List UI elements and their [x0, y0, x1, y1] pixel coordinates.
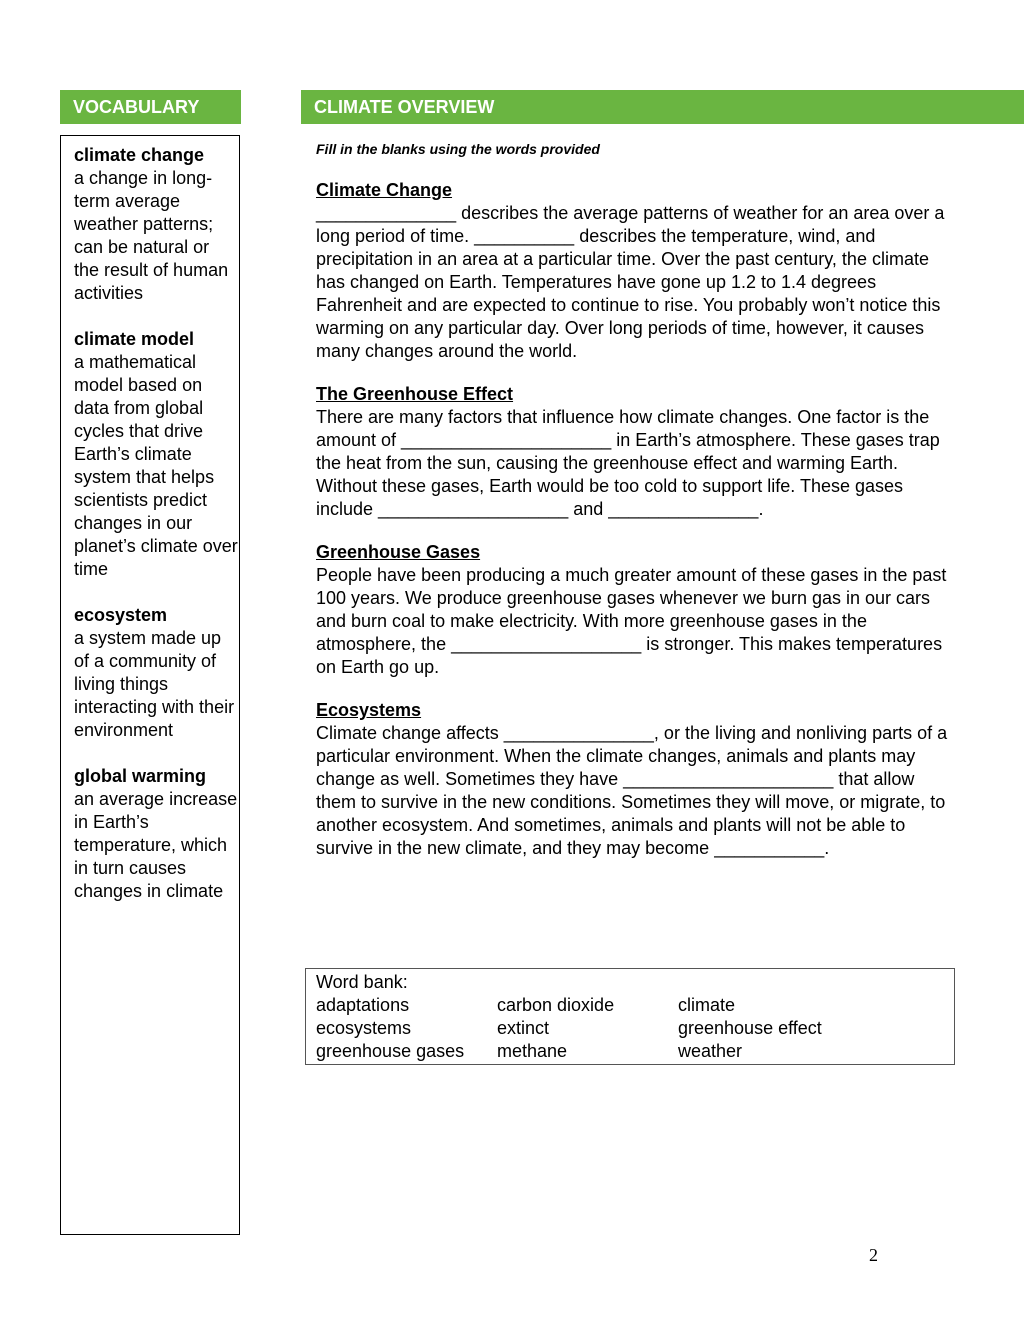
vocab-term: climate change	[74, 145, 205, 165]
word-bank-grid	[316, 994, 954, 1063]
word-bank-word: greenhouse effect	[678, 1018, 822, 1038]
section-title: Ecosystems	[316, 700, 422, 720]
word-bank-word: climate	[678, 995, 736, 1015]
instructions: Fill in the blanks using the words provided	[316, 141, 600, 157]
word-bank-word: greenhouse gases	[316, 1041, 465, 1061]
vocab-entry	[74, 765, 239, 903]
section-title: Climate Change	[316, 180, 453, 200]
section-text: People have been producing a much greater amount of these gases in the past 100 years. We produce greenhouse gases whenever we burn gas in our cars and burn coal to make electricity. With more greenhouse gases in the atmosphere, the ___________________ is stronger. This makes temperatures on Earth go up.	[316, 565, 947, 677]
overview-content	[316, 138, 956, 880]
word-bank-word: carbon dioxide	[497, 995, 615, 1015]
vocab-definition: a mathematical model based on data from global cycles that drive Earth’s climate system that helps scientists predict changes in our planet’s climate over time	[74, 352, 238, 579]
section-greenhouse-effect	[316, 383, 956, 521]
section-text: There are many factors that influence how climate changes. One factor is the amount of _____________________ in Earth’s atmosphere. These gases trap the heat from the sun, causing the greenhouse effect and warming Earth. Without these gases, Earth would be too cold to support life. These gases include ___________________ and _______________.	[316, 407, 940, 519]
vocab-term: ecosystem	[74, 605, 168, 625]
section-climate-change	[316, 179, 956, 363]
climate-overview-header: CLIMATE OVERVIEW	[301, 90, 1024, 124]
section-title: The Greenhouse Effect	[316, 384, 514, 404]
section-title: Greenhouse Gases	[316, 542, 481, 562]
page-number: 2	[869, 1245, 878, 1265]
vocab-definition: a system made up of a community of living things interacting with their environment	[74, 628, 235, 740]
word-bank-word: adaptations	[316, 995, 410, 1015]
vocab-entry	[74, 328, 239, 581]
section-greenhouse-gases	[316, 541, 956, 679]
vocab-term: climate model	[74, 329, 195, 349]
section-text: ______________ describes the average patterns of weather for an area over a long period of time. __________ describes the temperature, wind, and precipitation in an area at a particular time. Over the past century, the climate has changed on Earth. Temperatures have gone up 1.2 to 1.4 degrees Fahrenheit and are expected to continue to rise. You probably won’t notice this warming on any particular day. Over long periods of time, however, it causes many changes around the world.	[316, 203, 945, 361]
word-bank-label: Word bank:	[316, 972, 408, 992]
vocab-definition: a change in long-term average weather patterns; can be natural or the result of human activities	[74, 168, 229, 303]
vocabulary-box	[60, 135, 240, 1235]
vocabulary-header: VOCABULARY	[60, 90, 241, 124]
word-bank-word: extinct	[497, 1018, 550, 1038]
word-bank-word: methane	[497, 1041, 568, 1061]
section-ecosystems	[316, 699, 956, 860]
vocab-definition: an average increase in Earth’s temperature, which in turn causes changes in climate	[74, 789, 238, 901]
word-bank-word: weather	[678, 1041, 743, 1061]
word-bank-word: ecosystems	[316, 1018, 412, 1038]
section-text: Climate change affects _______________, or the living and nonliving parts of a particular environment. When the climate changes, animals and plants may change as well. Sometimes they have _____________________ that allow them to survive in the new conditions. Sometimes they will move, or migrate, to another ecosystem. And sometimes, animals and plants will not be able to survive in the new climate, and they may become ___________.	[316, 723, 948, 858]
word-bank	[305, 968, 955, 1065]
vocab-term: global warming	[74, 766, 207, 786]
vocab-entry	[74, 604, 239, 742]
vocab-entry	[74, 144, 239, 305]
